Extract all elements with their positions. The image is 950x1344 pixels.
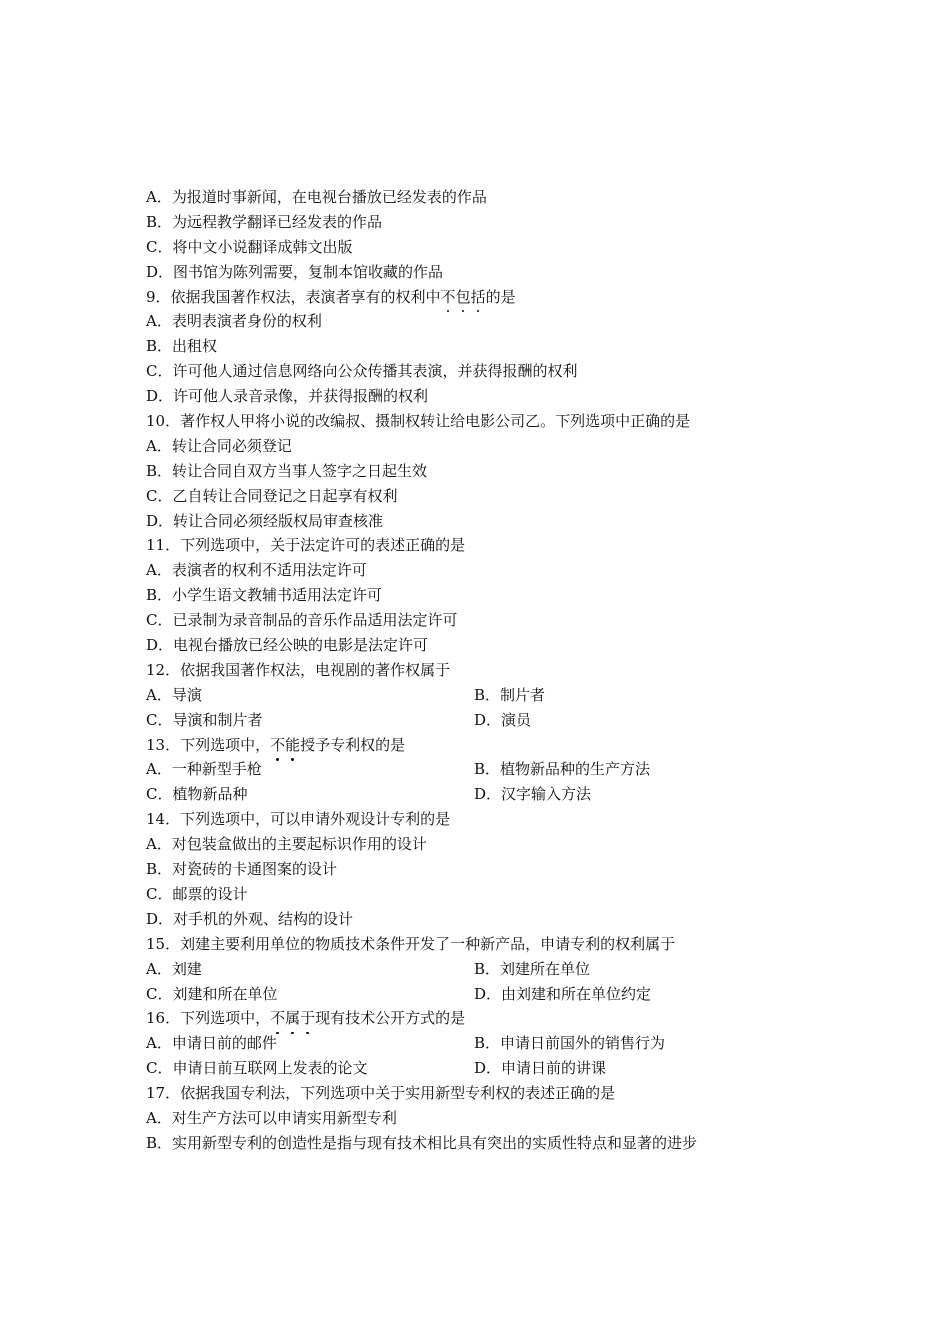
option-a: A．转让合同必须登记	[146, 436, 292, 455]
option-a: A．表演者的权利不适用法定许可	[146, 561, 367, 580]
option-a: A．对包装盒做出的主要起标识作用的设计	[146, 835, 427, 854]
option-b: B．对瓷砖的卡通图案的设计	[146, 860, 338, 879]
question-12-stem: 12．依据我国著作权法，电视剧的著作权属于	[146, 660, 451, 679]
option-c: C．申请日前互联网上发表的论文	[146, 1059, 368, 1078]
option-d: D．许可他人录音录像，并获得报酬的权利	[146, 387, 429, 406]
option-d: D．转让合同必须经版权局审查核准	[146, 511, 384, 530]
option-c: C．已录制为录音制品的音乐作品适用法定许可	[146, 611, 458, 630]
option-b: B．植物新品种的生产方法	[474, 760, 651, 779]
option-d: D．由刘建和所在单位约定	[474, 984, 652, 1003]
option-c: C．刘建和所在单位	[146, 984, 278, 1003]
option-b: B．转让合同自双方当事人签字之日起生效	[146, 461, 428, 480]
emphasis-text: 不包括	[441, 288, 486, 306]
option-d: D．对手机的外观、结构的设计	[146, 909, 354, 928]
question-9-stem: 9．依据我国著作权法，表演者享有的权利中不包括的是	[146, 285, 826, 310]
question-10-stem: 10．著作权人甲将小说的改编叔、摄制权转让给电影公司乙。下列选项中正确的是	[146, 412, 691, 431]
option-a: A．对生产方法可以申请实用新型专利	[146, 1108, 397, 1127]
options-row	[146, 1056, 826, 1081]
options-row	[146, 1031, 826, 1056]
option-c: C．乙自转让合同登记之日起享有权利	[146, 486, 398, 505]
option-d: D．演员	[474, 710, 532, 729]
option-c: C．许可他人通过信息网络向公众传播其表演，并获得报酬的权利	[146, 362, 578, 381]
question-14-stem: 14．下列选项中，可以申请外观设计专利的是	[146, 810, 451, 829]
option-b: B．小学生语文教辅书适用法定许可	[146, 586, 383, 605]
question-13-stem: 13．下列选项中，不能授予专利权的是	[146, 733, 826, 758]
option-d: D．汉字输入方法	[474, 785, 592, 804]
options-row	[146, 782, 826, 807]
emphasis-text: 不属于	[270, 1009, 315, 1027]
options-row	[146, 708, 826, 733]
exam-page	[146, 185, 826, 1156]
question-15-stem: 15．刘建主要利用单位的物质技术条件开发了一种新产品，申请专利的权利属于	[146, 934, 676, 953]
option-a: A．为报道时事新闻，在电视台播放已经发表的作品	[146, 188, 487, 206]
emphasis-text: 不能	[270, 736, 300, 754]
option-d: D．图书馆为陈列需要，复制本馆收藏的作品	[146, 262, 444, 281]
option-a: A．导演	[146, 685, 202, 704]
option-c: C．导演和制片者	[146, 710, 263, 729]
option-b: B．刘建所在单位	[474, 959, 591, 978]
option-a: A．申请日前的邮件	[146, 1034, 277, 1053]
option-d: D．电视台播放已经公映的电影是法定许可	[146, 636, 429, 655]
options-row	[146, 683, 826, 708]
options-row	[146, 757, 826, 782]
option-d: D．申请日前的讲课	[474, 1059, 607, 1078]
question-17-stem: 17．依据我国专利法，下列选项中关于实用新型专利权的表述正确的是	[146, 1084, 616, 1103]
option-b: B．出租权	[146, 337, 218, 356]
option-c: C．植物新品种	[146, 785, 248, 804]
option-b: B．实用新型专利的创造性是指与现有技术相比具有突出的实质性特点和显著的进步	[146, 1133, 698, 1152]
option-a: A．刘建	[146, 959, 202, 978]
option-a: A．表明表演者身份的权利	[146, 312, 322, 331]
question-16-stem: 16．下列选项中，不属于现有技术公开方式的是	[146, 1006, 826, 1031]
option-c: C．邮票的设计	[146, 884, 248, 903]
options-row	[146, 982, 826, 1007]
question-11-stem: 11．下列选项中，关于法定许可的表述正确的是	[146, 536, 466, 555]
option-b: B．申请日前国外的销售行为	[474, 1034, 666, 1053]
option-a: A．一种新型手枪	[146, 760, 262, 779]
option-b: B．制片者	[474, 685, 546, 704]
options-row	[146, 957, 826, 982]
option-c: C．将中文小说翻译成韩文出版	[146, 237, 353, 256]
option-b: B．为远程教学翻译已经发表的作品	[146, 212, 383, 231]
